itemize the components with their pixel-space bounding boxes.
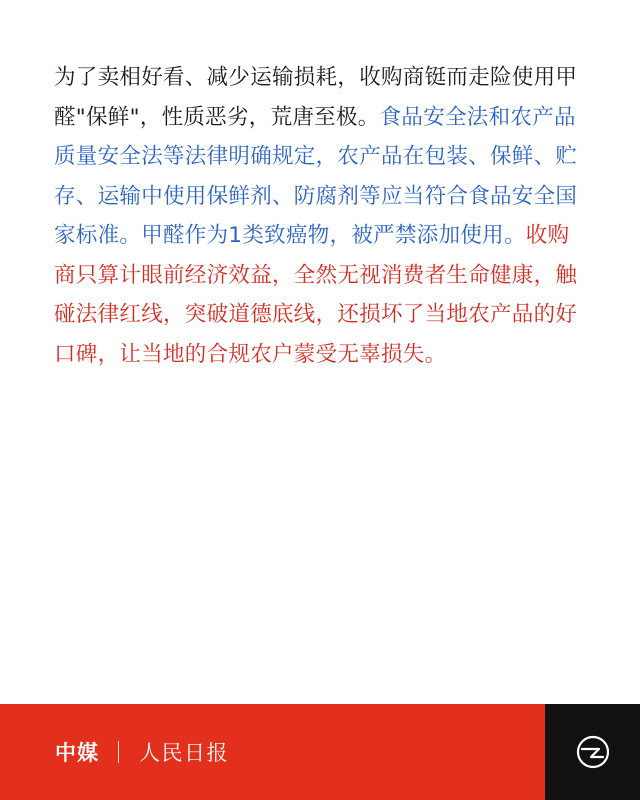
footer-bar	[0, 704, 640, 800]
article-paragraph-intro: 为了卖相好看、减少运输损耗，收购商铤而走险使用甲醛"保鲜"，性质恶劣，荒唐至极。	[54, 65, 578, 130]
footer-source-panel	[0, 704, 545, 800]
article-paragraph-conclusion: 收购商只算计眼前经济效益，全然无视消费者生命健康，触碰法律红线，突破道德底线，还损坏了当地农产品的好口碑，让当地的合规农户蒙受无辜损失。	[54, 223, 578, 367]
article-body	[54, 58, 590, 374]
footer-logo-panel	[545, 704, 640, 800]
source-label: 人民日报	[139, 741, 229, 765]
article-paragraph-law: 食品安全法和农产品质量安全法等法律明确规定，农产品在包装、保鲜、贮存、运输中使用保鲜剂、防腐剂等应当符合食品安全国家标准。甲醛作为1类致癌物，被严禁添加使用。	[54, 104, 578, 248]
footer-divider	[118, 741, 119, 763]
media-logo-icon	[576, 735, 610, 769]
brand-label: 中媒	[55, 741, 99, 765]
